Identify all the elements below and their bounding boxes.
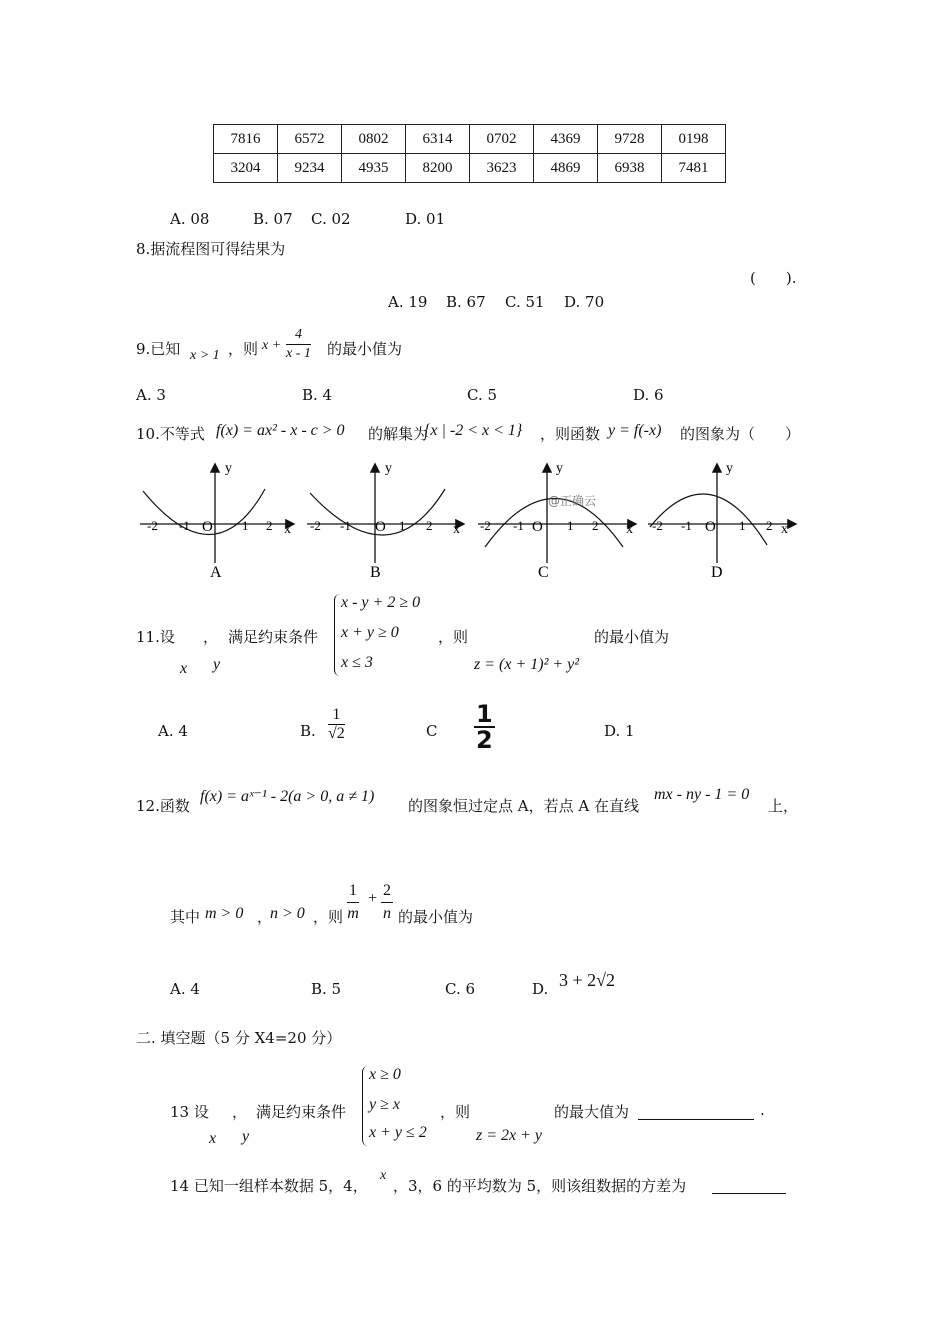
- table-cell: 6314: [406, 125, 470, 154]
- q12-line2-suffix: 的最小值为: [398, 908, 474, 926]
- q11-objective: z = (x + 1)² + y²: [474, 656, 580, 673]
- q13-var-x: x: [209, 1130, 217, 1147]
- q11-suffix: 的最小值为: [594, 628, 670, 646]
- table-cell: 0802: [342, 125, 406, 154]
- q11-cond-label: 满足约束条件: [228, 628, 319, 646]
- graph-c-origin: O: [532, 519, 543, 535]
- q10-inequality: f(x) = ax² - x - c > 0: [216, 422, 345, 439]
- graph-b: [307, 461, 463, 581]
- table-cell: 7481: [662, 154, 726, 183]
- q12-fraction-1: [347, 880, 359, 925]
- q14-var: x: [380, 1168, 387, 1183]
- q11-option-b: B.: [300, 722, 316, 740]
- q8-option-a: A. 19: [388, 293, 428, 311]
- q13-then: ，则: [440, 1103, 471, 1121]
- graph-d-tick: 2: [766, 518, 773, 533]
- q11-var-y: y: [213, 656, 221, 673]
- graph-a-origin: O: [202, 519, 213, 535]
- table-cell: 6938: [598, 154, 662, 183]
- table-cell: 7816: [214, 125, 278, 154]
- q7-option-d: D. 01: [405, 210, 446, 228]
- q9-expr-x: x +: [262, 338, 282, 353]
- graph-c-y-label: y: [556, 461, 563, 476]
- q7-option-b: B. 07: [253, 210, 293, 228]
- q9-fraction: [286, 326, 311, 363]
- q9-condition: x > 1: [190, 348, 220, 363]
- q12-line2-prefix: 其中: [170, 908, 201, 926]
- q13-constraint-2: y ≥ x: [369, 1096, 400, 1113]
- q11-brace: [334, 594, 341, 676]
- q12-f1-num: 1: [347, 880, 359, 903]
- graph-b-tick: 2: [426, 518, 433, 533]
- q11-constraint-2: x + y ≥ 0: [341, 624, 399, 641]
- graph-b-tick: -1: [340, 518, 351, 533]
- graph-a-tick: -2: [147, 518, 158, 533]
- graph-c-tick: 2: [592, 518, 599, 533]
- table-cell: 0198: [662, 125, 726, 154]
- q10-mid2: ，则函数: [540, 425, 601, 443]
- q13-answer-blank[interactable]: [638, 1101, 754, 1120]
- graph-b-y-label: y: [385, 461, 392, 476]
- q11-b-den: √2: [328, 725, 345, 742]
- q9-suffix: 的最小值为: [327, 340, 403, 358]
- graph-a-tick: -1: [179, 518, 190, 533]
- table-cell: 0702: [470, 125, 534, 154]
- q11-c-den: 2: [476, 726, 493, 754]
- q11-var-x: x: [180, 660, 188, 677]
- q12-plus: +: [368, 890, 378, 907]
- watermark: @正确云: [548, 494, 597, 508]
- graph-b-origin: O: [375, 519, 386, 535]
- q12-then: ，则: [313, 908, 344, 926]
- q12-option-d: D.: [532, 980, 549, 998]
- q12-prefix: 12.函数: [136, 797, 190, 815]
- q13-prefix: 13 设: [170, 1103, 209, 1121]
- q9-option-d: D. 6: [633, 386, 664, 404]
- q12-option-d-value: 3 + 2√2: [559, 970, 616, 990]
- q12-line: mx - ny - 1 = 0: [654, 786, 750, 803]
- q9-option-a: A. 3: [136, 386, 166, 404]
- q13-constraint-3: x + y ≤ 2: [369, 1124, 427, 1141]
- q9-numerator: 4: [286, 326, 311, 345]
- graph-a: [140, 461, 293, 581]
- q11-prefix: 11.设: [136, 628, 175, 646]
- graph-a-x-label: x: [284, 522, 291, 537]
- q11-constraint-3: x ≤ 3: [341, 654, 373, 671]
- graph-d-origin: O: [705, 519, 716, 535]
- graph-a-tick: 2: [266, 518, 273, 533]
- q12-option-a: A. 4: [170, 980, 200, 998]
- graph-b-tick: 1: [399, 518, 406, 533]
- q13-constraint-1: x ≥ 0: [369, 1066, 401, 1083]
- graph-b-x-label: x: [453, 522, 460, 537]
- q12-f2-den: n: [383, 905, 391, 922]
- q7-option-c: C. 02: [311, 210, 351, 228]
- q12-suffix: 上，: [768, 797, 799, 815]
- q12-f2-num: 2: [381, 880, 393, 903]
- q8-option-d: D. 70: [564, 293, 605, 311]
- q12-fraction-2: [381, 880, 393, 925]
- q11-option-b-value: [328, 706, 345, 743]
- random-number-table: [213, 124, 726, 183]
- table-cell: 3623: [470, 154, 534, 183]
- table-cell: 4935: [342, 154, 406, 183]
- q13-objective: z = 2x + y: [476, 1127, 543, 1144]
- q11-option-d: D. 1: [604, 722, 635, 740]
- q11-option-c: C: [426, 722, 438, 740]
- q8-option-b: B. 67: [446, 293, 486, 311]
- table-cell: 9728: [598, 125, 662, 154]
- q12-function: f(x) = aˣ⁻¹ - 2(a > 0, a ≠ 1): [200, 788, 375, 805]
- q11-option-a: A. 4: [158, 722, 188, 740]
- q13-brace: [362, 1066, 369, 1146]
- section-2-title: 二. 填空题（5 分 X4=20 分）: [136, 1029, 342, 1047]
- table-cell: 4369: [534, 125, 598, 154]
- q14-text: 14 已知一组样本数据 5，4，: [170, 1177, 368, 1195]
- q8-stem: 8.据流程图可得结果为: [136, 240, 286, 258]
- q13-end: .: [760, 1101, 765, 1119]
- q13-cond-label: 满足约束条件: [256, 1103, 347, 1121]
- q12-n-cond: n > 0: [270, 905, 305, 922]
- table-cell: 9234: [278, 154, 342, 183]
- q13-suffix: 的最大值为: [554, 1103, 630, 1121]
- table-cell: 4869: [534, 154, 598, 183]
- q9-denominator: x - 1: [286, 346, 311, 361]
- q11-b-num: 1: [328, 706, 345, 725]
- graph-d-x-label: x: [781, 522, 788, 537]
- graph-d-tick: -2: [652, 518, 663, 533]
- q7-option-a: A. 08: [170, 210, 210, 228]
- q13-var-y: y: [242, 1128, 250, 1145]
- q10-prefix: 10.不等式: [136, 425, 205, 443]
- q8-answer-paren: ( ).: [750, 269, 797, 287]
- q9-option-c: C. 5: [467, 386, 498, 404]
- graph-d-label: D: [711, 564, 723, 581]
- graph-c-tick: -1: [513, 518, 524, 533]
- table-cell: 3204: [214, 154, 278, 183]
- q9-prefix: 9.已知: [136, 340, 181, 358]
- graph-c-label: C: [538, 564, 549, 581]
- graph-a-tick: 1: [242, 518, 249, 533]
- q14-text2: ，3，6 的平均数为 5，则该组数据的方差为: [393, 1177, 687, 1195]
- q12-m-cond: m > 0: [205, 905, 244, 922]
- graph-d: [648, 461, 795, 581]
- q11-comma: ，: [203, 628, 219, 646]
- q10-solution-set: {x | -2 < x < 1}: [424, 422, 523, 439]
- q8-option-c: C. 51: [505, 293, 545, 311]
- q10-graphs: [135, 455, 805, 585]
- q10-function: y = f(-x): [608, 422, 662, 439]
- q9-option-b: B. 4: [302, 386, 333, 404]
- graph-a-label: A: [210, 564, 222, 581]
- q11-constraint-1: x - y + 2 ≥ 0: [341, 594, 421, 611]
- table-cell: 6572: [278, 125, 342, 154]
- graph-c: [478, 461, 635, 581]
- graph-d-y-label: y: [726, 461, 733, 476]
- graph-c-tick: 1: [567, 518, 574, 533]
- q10-mid1: 的解集为: [368, 425, 429, 443]
- q12-option-c: C. 6: [445, 980, 476, 998]
- q12-mid: 的图象恒过定点 A，若点 A 在直线: [408, 797, 639, 815]
- q12-f1-den: m: [347, 905, 359, 922]
- graph-a-y-label: y: [225, 461, 232, 476]
- graph-b-tick: -2: [310, 518, 321, 533]
- graph-c-x-label: x: [626, 522, 633, 537]
- table-row: [214, 125, 726, 154]
- q12-comma: ，: [257, 908, 273, 926]
- table-row: [214, 154, 726, 183]
- q10-suffix: 的图象为（ ）: [680, 425, 801, 443]
- q13-comma: ，: [232, 1103, 248, 1121]
- q12-option-b: B. 5: [311, 980, 342, 998]
- table-cell: 8200: [406, 154, 470, 183]
- q9-mid: ，则: [228, 340, 259, 358]
- q11-option-c-value: [474, 702, 495, 752]
- graph-b-label: B: [370, 564, 381, 581]
- q11-c-num: 1: [476, 700, 493, 728]
- graph-d-tick: -1: [681, 518, 692, 533]
- graph-d-tick: 1: [739, 518, 746, 533]
- graph-c-tick: -2: [480, 518, 491, 533]
- q11-then: ，则: [438, 628, 469, 646]
- q14-answer-blank[interactable]: [712, 1175, 786, 1194]
